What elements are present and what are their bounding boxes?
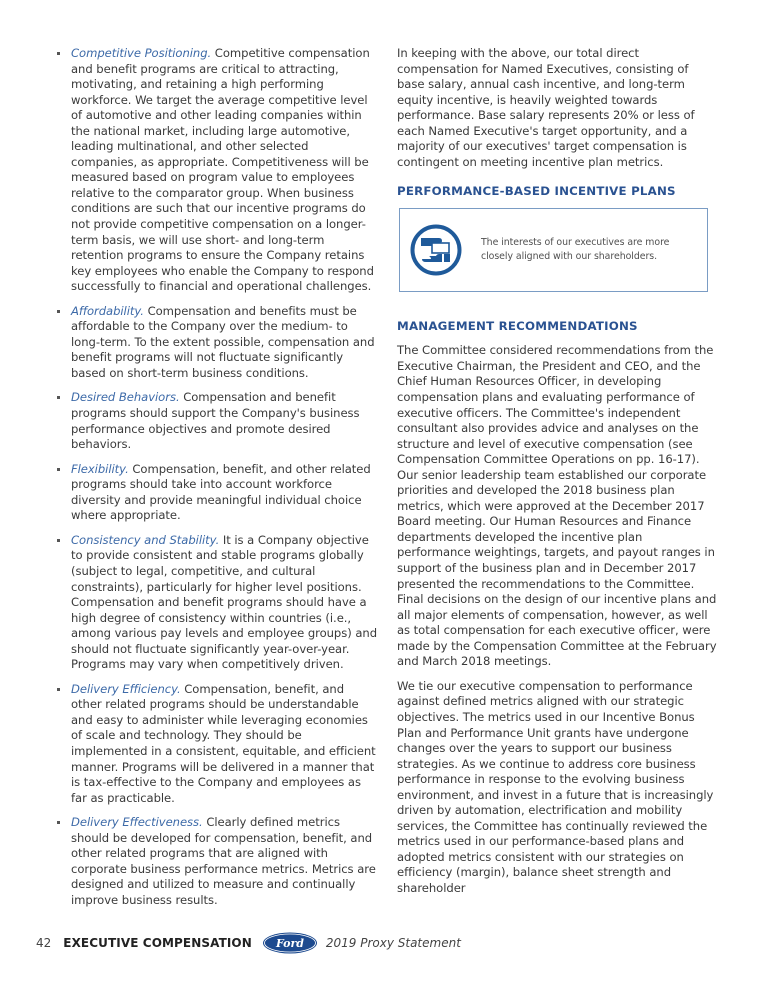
- principle-text: Compensation and benefits must be affordable to the Company over the medium- to long-term. To the extent possible, compensation and benefit programs will not fluctuate significantly based on short-term business conditions.: [71, 303, 375, 380]
- bullet-icon: [57, 52, 60, 55]
- list-item: [56, 682, 378, 806]
- principle-text: Competitive compensation and benefit programs are critical to attracting, motivating, and retaining a high performing workforce. We target the average competitive level of automotive and other leading companies within the national market, including large automotive, leading multinational, and other selected companies, as appropriate. Competitiveness will be measured based on program value to employees relative to the comparator group. When business conditions are such that our incentive programs do not provide competitive compensation on a longer-term basis, we will use short- and long-term retention programs to ensure the Company retains key employees who enable the Company to respond successfully to financial and operational challenges.: [71, 46, 374, 294]
- bullet-icon: [57, 539, 60, 542]
- bullet-icon: [57, 396, 60, 399]
- compensation-principles-list: [56, 46, 378, 908]
- principle-term: Competitive Positioning.: [71, 46, 212, 60]
- management-heading: MANAGEMENT RECOMMENDATIONS: [397, 319, 638, 334]
- principle-term: Consistency and Stability.: [71, 532, 220, 547]
- bullet-icon: [57, 468, 60, 471]
- callout-box: [399, 208, 708, 292]
- page-number: 42: [36, 936, 52, 950]
- list-item: [56, 533, 378, 673]
- list-item: [56, 390, 378, 452]
- principle-term: Flexibility.: [71, 461, 129, 476]
- management-paragraph: We tie our executive compensation to performance against defined metrics aligned with our strategic objectives. The metrics used in our Incentive Bonus Plan and Performance Unit grants have undergone changes over the years to support our business strategies. As we continue to address core business performance in response to the evolving business environment, and invest in a future that is increasingly driven by automation, electrification and mobility services, the Committee has continually reviewed the metrics used in our performance-based plans and adopted metrics consistent with our strategies on efficiency (margin), balance sheet strength and shareholder: [397, 678, 714, 895]
- principle-text: It is a Company objective to provide consistent and stable programs globally (subject to legal, competitive, and cultural constraints), particularly for higher level positions. Compensation and benefit programs should have a high degree of consistency within countries (i.e., among various pay levels and employee groups) and should not fluctuate significantly year-over-year. Programs may vary when competitively driven.: [71, 532, 378, 672]
- principle-term: Desired Behaviors.: [71, 390, 180, 405]
- principle-text: Clearly defined metrics should be developed for compensation, benefit, and other related programs that are aligned with corporate business performance metrics. Metrics are designed and utilized to measure and continually improve business results.: [71, 815, 376, 907]
- left-column: [56, 46, 378, 917]
- ford-logo-icon: [262, 932, 318, 954]
- bullet-icon: [57, 688, 60, 691]
- document-title: 2019 Proxy Statement: [325, 936, 461, 950]
- principle-term: Affordability.: [71, 303, 144, 318]
- bullet-icon: [57, 310, 60, 313]
- principle-term: Delivery Effectiveness.: [71, 815, 203, 830]
- hand-exchange-icon: [410, 224, 462, 276]
- principle-text: Compensation and benefit programs should support the Company's business performance objectives and promote desired behaviors.: [71, 390, 360, 452]
- page-footer: [36, 933, 461, 953]
- list-item: [56, 304, 378, 382]
- svg-text:Ford: Ford: [275, 937, 304, 950]
- performance-heading: PERFORMANCE-BASED INCENTIVE PLANS: [397, 184, 676, 199]
- bullet-icon: [57, 821, 60, 824]
- list-item: [56, 815, 378, 908]
- right-column: [397, 46, 719, 906]
- section-title: EXECUTIVE COMPENSATION: [63, 936, 252, 950]
- intro-paragraph: In keeping with the above, our total direct compensation for Named Executives, consisting of base salary, annual cash incentive, and long-term equity incentive, is heavily weighted towards performance. Base salary represents 20% or less of each Named Executive's target opportunity, and a majority of our executives' target compensation is contingent on meeting incentive plan metrics.: [397, 46, 695, 169]
- list-item: [56, 462, 378, 524]
- principle-text: Compensation, benefit, and other related programs should take into account workforce diversity and provide meaningful individual choice where appropriate.: [71, 461, 371, 523]
- principle-text: Compensation, benefit, and other related programs should be understandable and easy to administer while leveraging economies of scale and technology. They should be implemented in a consistent, equitable, and efficient manner. Programs will be delivered in a manner that is tax-effective to the Company and employees as far as practicable.: [71, 681, 376, 805]
- principle-term: Delivery Efficiency.: [71, 681, 181, 696]
- list-item: [56, 46, 378, 295]
- callout-text: The interests of our executives are more closely aligned with our shareholders.: [481, 237, 670, 263]
- management-paragraph: The Committee considered recommendations from the Executive Chairman, the President and CEO, and the Chief Human Resources Officer, in developing compensation plans and evaluating performance of executive officers. The Committee's independent consultant also provides advice and analyses on the structure and level of executive compensation (see Compensation Committee Operations on pp. 16-17). Our senior leadership team established our corporate priorities and developed the 2018 business plan metrics, which were approved at the December 2017 Board meeting. Our Human Resources and Finance departments developed the incentive plan performance weightings, targets, and payout ranges in support of the business plan and in December 2017 presented the recommendations to the Committee. Final decisions on the design of our incentive plans and all major elements of compensation, however, as well as total compensation for each executive officer, were made by the Compensation Committee at the February and March 2018 meetings.: [397, 343, 717, 669]
